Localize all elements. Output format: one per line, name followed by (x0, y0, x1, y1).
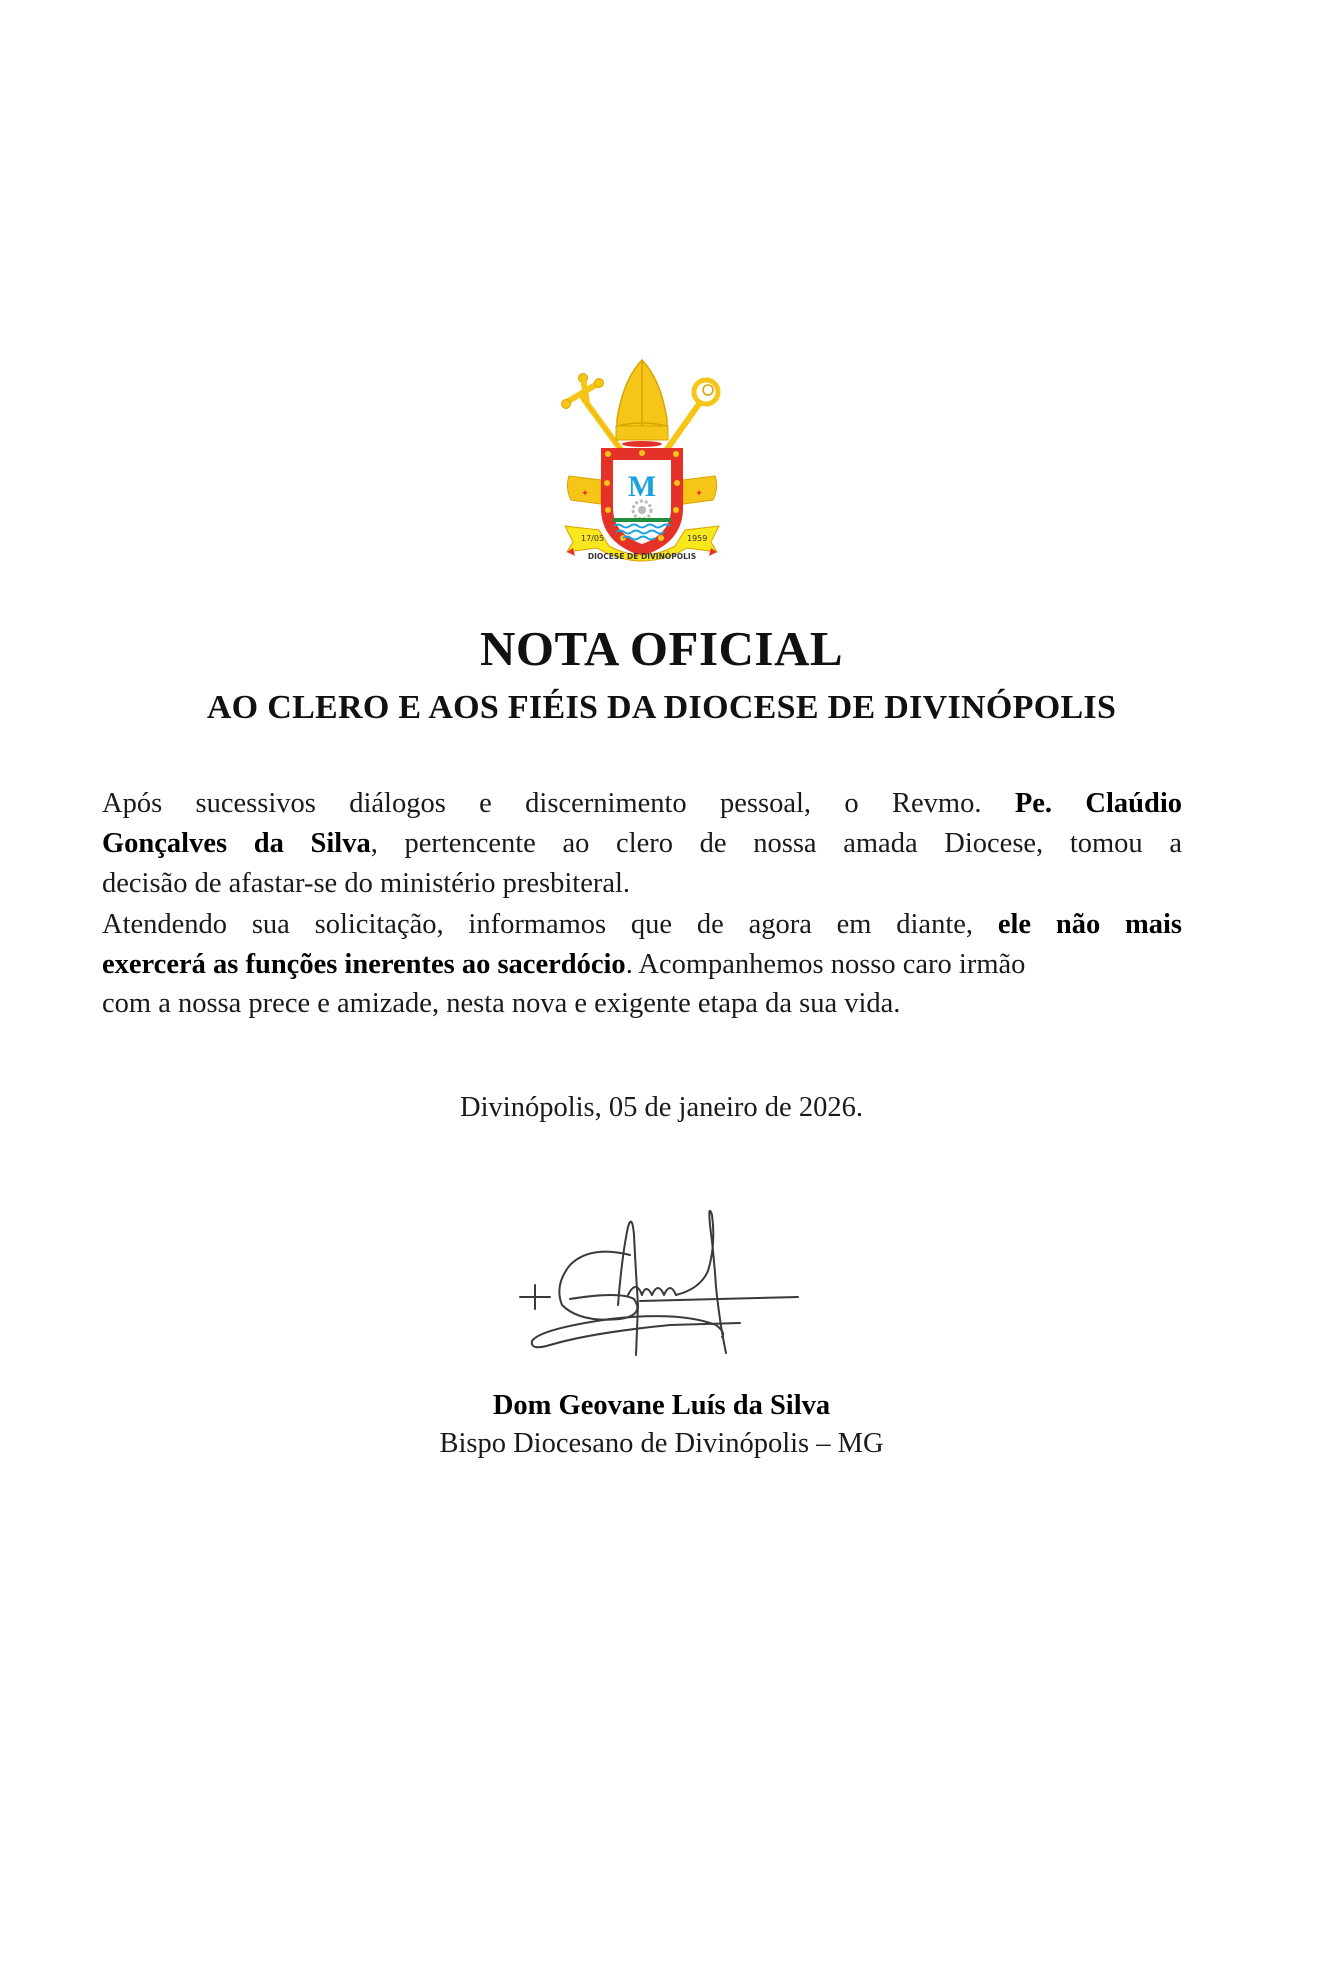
priest-name-part-2: Gonçalves da Silva (102, 828, 371, 859)
handwritten-signature (510, 1195, 800, 1360)
signer-role: Bispo Diocesano de Divinópolis – MG (439, 1428, 884, 1459)
ribbon-date-text: 17/05 (581, 534, 605, 543)
shield (601, 448, 683, 556)
processional-cross-icon (562, 374, 622, 451)
paragraph-2-line-1: Atendendo sua solicitação, informamos que de agora em diante, ele não mais (102, 909, 1182, 940)
ribbon-year-text: 1959 (687, 534, 708, 543)
mitre-icon (616, 360, 668, 447)
page-title: NOTA OFICIAL (479, 621, 844, 676)
paragraph-1-line-1: Após sucessivos diálogos e discernimento pessoal, o Revmo. Pe. Claúdio (102, 788, 1182, 819)
signer-name: Dom Geovane Luís da Silva (492, 1390, 831, 1421)
paragraph-2-line-2: exercerá as funções inerentes ao sacerdócio. Acompanhemos nosso caro irmão (102, 949, 1026, 980)
crozier-icon (665, 380, 718, 452)
paragraph-1-line-2: Gonçalves da Silva, pertencente ao clero de nossa amada Diocese, tomou a (102, 828, 1182, 859)
emphasis-text-1: ele não mais (997, 909, 1182, 940)
priest-name-part-1: Pe. Claúdio (1014, 788, 1182, 819)
shield-letter: M (627, 470, 657, 503)
paragraph-2-line-3: com a nossa prece e amizade, nesta nova e exigente etapa da sua vida. (102, 988, 901, 1019)
svg-text:✦: ✦ (581, 489, 589, 499)
date-line: Divinópolis, 05 de janeiro de 2026. (460, 1092, 863, 1123)
ribbon-diocese-text: DIOCESE DE DIVINÓPOLIS (587, 552, 697, 561)
svg-text:✦: ✦ (695, 489, 703, 499)
page-subtitle: AO CLERO E AOS FIÉIS DA DIOCESE DE DIVINÓPOLIS (206, 689, 1117, 726)
emphasis-text-2: exercerá as funções inerentes ao sacerdócio (102, 949, 626, 980)
diocese-coat-of-arms-logo (561, 358, 723, 568)
paragraph-1-line-3: decisão de afastar-se do ministério presbiteral. (102, 868, 631, 899)
